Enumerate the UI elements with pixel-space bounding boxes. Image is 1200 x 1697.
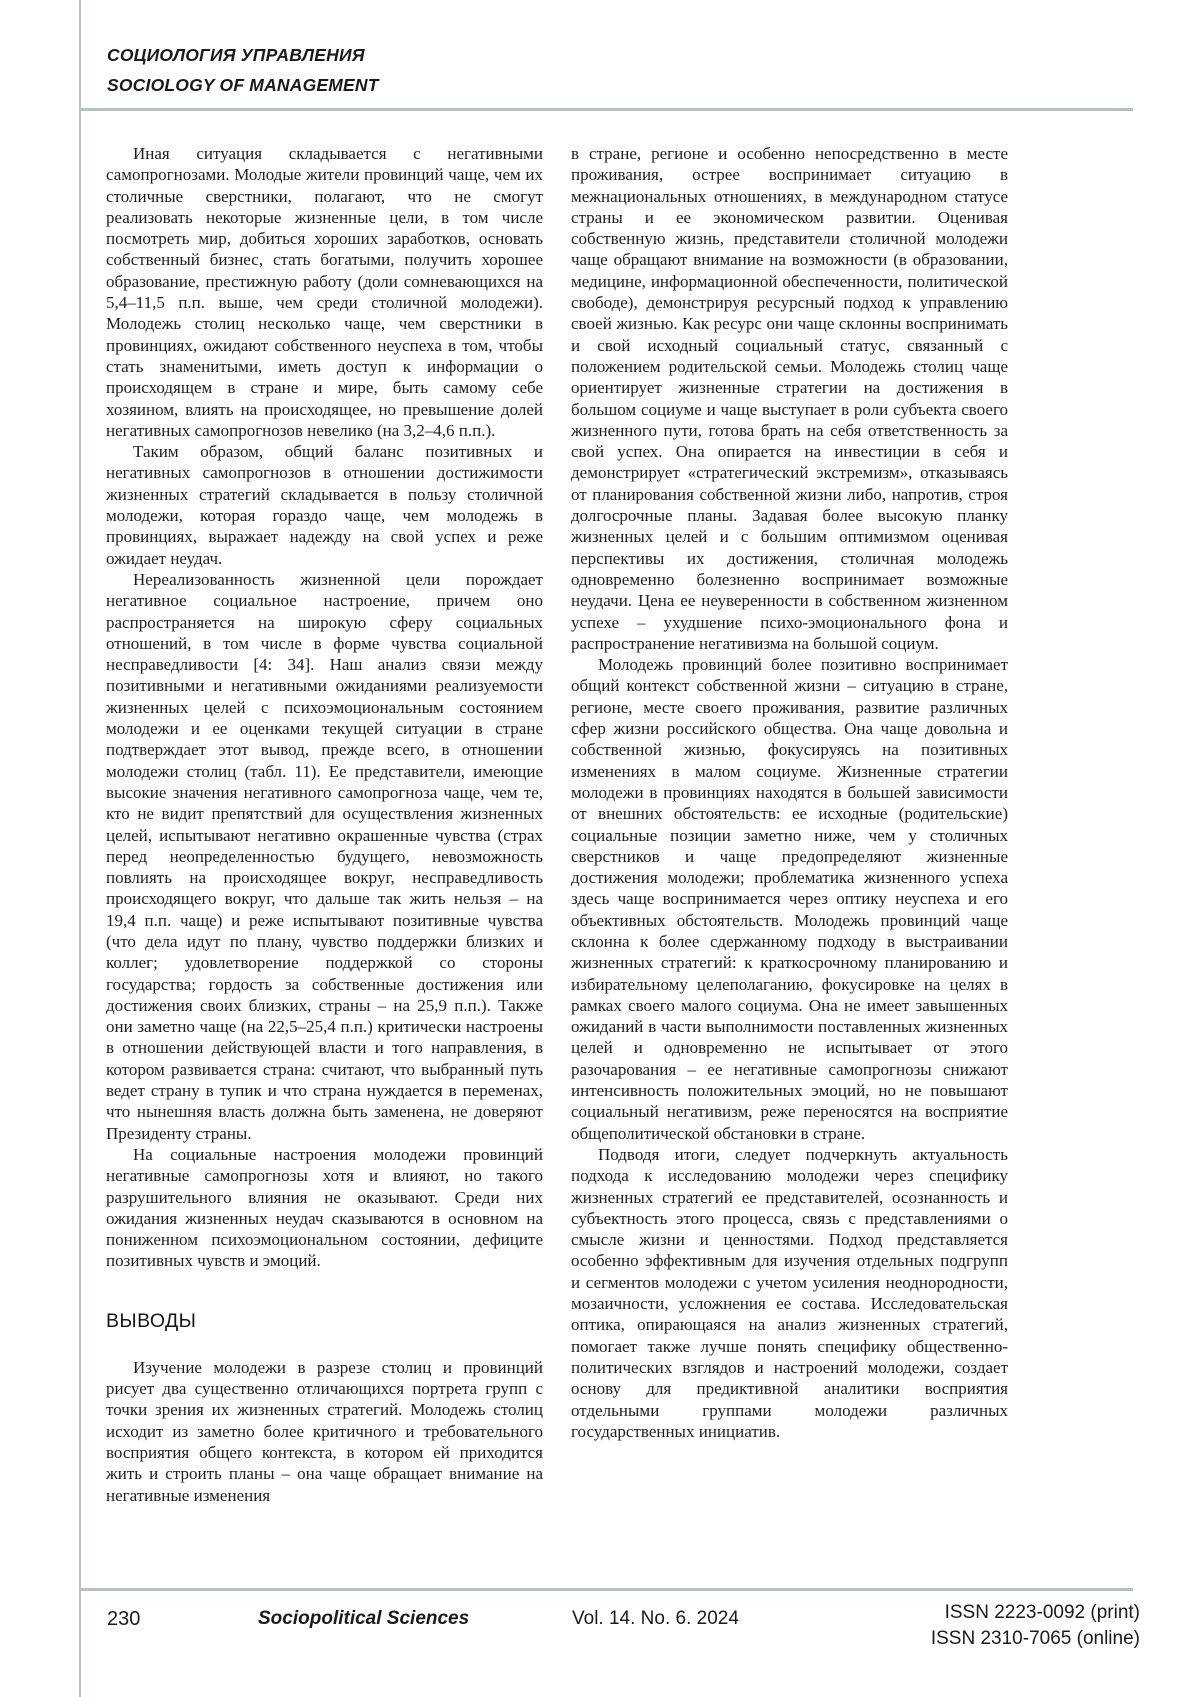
- paragraph: в стране, регионе и особенно непосредственно в месте проживания, острее воспринимает ситуацию в межнациональных отношениях, в международном статусе страны и ее экономическом развитии. Оценивая собственную жизнь, представители столичной молодежи чаще обращают внимание на возможности (в образовании, медицине, информационной обеспеченности, политической свободе), демонстрируя ресурсный подход к управлению своей жизнью. Как ресурс они чаще склонны воспринимать и свой исходный социальный статус, связанный с положением родительской семьи. Молодежь столиц чаще ориентирует жизненные стратегии на достижения в большом социуме и чаще выступает в роли субъекта своего жизненного пути, готова брать на себя ответственность за свой успех. Она опирается на инвестиции в себя и демонстрирует «стратегический экстремизм», отказываясь от планирования собственной жизни либо, напротив, строя долгосрочные планы. Задавая более высокую планку жизненных целей и с большим оптимизмом оценивая перспективы их достижения, столичная молодежь одновременно болезненно воспринимает возможные неудачи. Цена ее неуверенности в собственном жизненном успехе – ухудшение психо-эмоционального фона и распространение негативизма на большой социум.: [571, 144, 1008, 653]
- left-column: [106, 143, 543, 1583]
- volume-info: Vol. 14. No. 6. 2024: [572, 1608, 739, 1629]
- page-number: 230: [107, 1608, 141, 1630]
- issn-block: [931, 1600, 1140, 1652]
- right-column: [571, 143, 1008, 1583]
- left-margin-rule: [79, 0, 81, 1697]
- paragraph: Таким образом, общий баланс позитивных и негативных самопрогнозов в отношении достижимости жизненных стратегий складывается в пользу столичной молодежи, которая гораздо чаще, чем молодежь в провинциях, выражает надежду на свой успех и реже ожидает неудач.: [106, 442, 543, 568]
- paragraph: Изучение молодежи в разрезе столиц и провинций рисует два существенно отличающихся портрета групп с точки зрения их жизненных стратегий. Молодежь столиц исходит из заметно более критичного и требовательного восприятия общего контекста, в котором ей приходится жить и строить планы – она чаще обращает внимание на негативные изменения: [106, 1357, 543, 1505]
- page-footer: [0, 1596, 1200, 1666]
- paragraph: Подводя итоги, следует подчеркнуть актуальность подхода к исследованию молодежи через специфику жизненных стратегий ее представителей, осознанность и субъектность этого процесса, связь с представлениями о смысле жизни и ценностями. Подход представляется особенно эффективным для изучения отдельных подгрупп и сегментов молодежи с учетом усиления неоднородности, мозаичности, усложнения ее состава. Исследовательская оптика, опирающаяся на анализ жизненных стратегий, помогает также лучше понять специфику общественно-политических взглядов и настроений молодежи, создает основу для предиктивной аналитики восприятия отдельными группами молодежи различных государственных инициатив.: [571, 1144, 1008, 1441]
- article-body: [106, 143, 1108, 1583]
- paragraph: Нереализованность жизненной цели порождает негативное социальное настроение, причем оно распространяется на широкую сферу социальных отношений, в том числе в форме чувства социальной несправедливости [4: 34]. Наш анализ связи между позитивными и негативными ожиданиями реализуемости жизненных целей с психоэмоциональным состоянием молодежи и ее оценками текущей ситуации в стране подтверждает этот вывод, прежде всего, в отношении молодежи столиц (табл. 11). Ее представители, имеющие высокие значения негативного самопрогноза чаще, чем те, кто не видит препятствий для осуществления жизненных целей, испытывают негативно окрашенные чувства (страх перед неопределенностью будущего, невозможность повлиять на происходящее вокруг, несправедливость происходящего вокруг, что дальше так жить нельзя – на 19,4 п.п. чаще) и реже испытывают позитивные чувства (что дела идут по плану, чувство поддержки близких и коллег; удовлетворение поддержкой со стороны государства; гордость за собственные достижения или достижения своих близких, страны – на 25,9 п.п.). Также они заметно чаще (на 22,5–25,4 п.п.) критически настроены в отношении действующей власти и того направления, в котором развивается страна: считают, что выбранный путь ведет страну в тупик и что страна нуждается в переменах, что нынешняя власть должна быть заменена, не доверяют Президенту страны.: [106, 569, 543, 1143]
- section-title-en: SOCIOLOGY OF MANAGEMENT: [107, 75, 379, 95]
- footer-rule: [79, 1588, 1133, 1591]
- conclusions-heading: ВЫВОДЫ: [106, 1309, 197, 1332]
- section-title-ru: СОЦИОЛОГИЯ УПРАВЛЕНИЯ: [107, 45, 365, 65]
- paragraph: Иная ситуация складывается с негативными самопрогнозами. Молодые жители провинций чаще, чем их столичные сверстники, полагают, что не смогут реализовать некоторые жизненные цели, в том числе посмотреть мир, добиться хороших заработков, основать собственный бизнес, стать богатыми, получить хорошее образование, престижную работу (доли сомневающихся на 5,4–11,5 п.п. выше, чем среди столичной молодежи). Молодежь столиц несколько чаще, чем сверстники в провинциях, ожидают собственного неуспеха в том, чтобы стать знаменитыми, иметь доступ к информации о происходящем в стране и мире, быть самому себе хозяином, влиять на происходящее, но превышение долей негативных самопрогнозов невелико (на 3,2–4,6 п.п.).: [106, 144, 543, 440]
- paragraph: Молодежь провинций более позитивно воспринимает общий контекст собственной жизни – ситуацию в стране, регионе, месте своего проживания, развитие различных сфер жизни российского общества. Она чаще довольна и собственной жизнью, фокусируясь на позитивных изменениях в малом социуме. Жизненные стратегии молодежи в провинциях находятся в большей зависимости от внешних обстоятельств: ее исходные (родительские) социальные позиции заметно ниже, чем у столичных сверстников и чаще предопределяют жизненные достижения молодежи; проблематика жизненного успеха здесь чаще воспринимается через оптику неуспеха и его объективных обстоятельств. Молодежь провинций чаще склонна к более сдержанному подходу в выстраивании жизненных стратегий: к краткосрочному планированию и избирательному целеполаганию, фокусировке на целях в рамках своего малого социума. Она не имеет завышенных ожиданий в части выполнимости поставленных жизненных целей и одновременно не испытывает от этого разочарования – ее негативные самопрогнозы снижают интенсивность положительных эмоций, но не повышают социальный негативизм, реже переносятся на восприятие общеполитической обстановки в стране.: [571, 655, 1008, 1143]
- header-rule: [79, 108, 1133, 111]
- journal-title: Sociopolitical Sciences: [258, 1608, 470, 1629]
- issn-online: ISSN 2310-7065 (online): [930, 1628, 1140, 1649]
- running-head: [107, 40, 379, 100]
- issn-print: ISSN 2223-0092 (print): [944, 1602, 1140, 1623]
- paragraph: На социальные настроения молодежи провинций негативные самопрогнозы хотя и влияют, но такого разрушительного влияния не оказывают. Среди них ожидания жизненных неудач сказываются в основном на пониженном психоэмоциональном состоянии, дефиците позитивных чувств и эмоций.: [106, 1144, 543, 1271]
